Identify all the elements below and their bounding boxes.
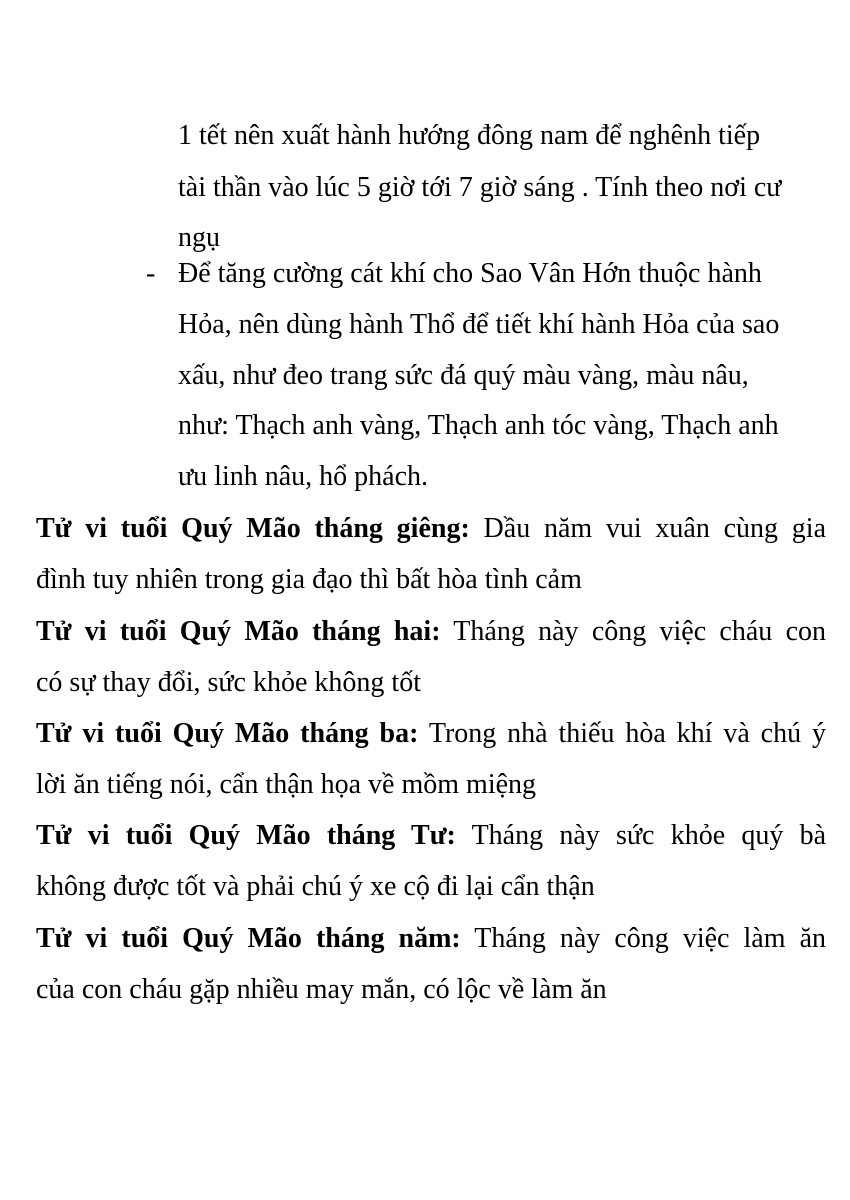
entry-label: Tử vi tuổi Quý Mão tháng hai: — [36, 616, 441, 647]
bullet-line-5: ưu linh nâu, hổ phách. — [178, 461, 429, 492]
entry-label: Tử vi tuổi Quý Mão tháng giêng: — [36, 513, 470, 544]
entry-tu-line-2: không được tốt và phải chú ý xe cộ đi lại cẩn thận — [36, 871, 595, 902]
continuation-line-2: tài thần vào lúc 5 giờ tới 7 giờ sáng . Tính theo nơi cư — [178, 172, 782, 203]
entry-label: Tử vi tuổi Quý Mão tháng Tư: — [36, 820, 456, 851]
bullet-line-4: như: Thạch anh vàng, Thạch anh tóc vàng, Thạch anh — [178, 410, 779, 441]
bullet-line-1: Để tăng cường cát khí cho Sao Vân Hớn thuộc hành — [178, 258, 762, 289]
entry-text: Trong nhà thiếu hòa khí và chú ý — [418, 718, 826, 749]
bullet-line-2: Hỏa, nên dùng hành Thổ để tiết khí hành Hỏa của sao — [178, 309, 780, 340]
entry-nam-line-1 — [36, 923, 826, 955]
entry-giêng-line-1 — [36, 513, 826, 545]
entry-label: Tử vi tuổi Quý Mão tháng ba: — [36, 718, 419, 749]
entry-tu-line-1 — [36, 820, 826, 852]
entry-giêng-line-2: đình tuy nhiên trong gia đạo thì bất hòa tình cảm — [36, 564, 582, 595]
entry-hai-line-1 — [36, 616, 826, 648]
entry-ba-line-1 — [36, 718, 826, 750]
bullet-line-3: xấu, như đeo trang sức đá quý màu vàng, màu nâu, — [178, 360, 749, 391]
entry-text: Dầu năm vui xuân cùng gia — [469, 513, 826, 544]
continuation-line-3: ngụ — [178, 222, 220, 253]
bullet-marker: - — [146, 258, 156, 289]
entry-text: Tháng này sức khỏe quý bà — [455, 820, 826, 851]
entry-text: Tháng này công việc làm ăn — [460, 923, 826, 954]
entry-text: Tháng này công việc cháu con — [440, 616, 826, 647]
continuation-line-1: 1 tết nên xuất hành hướng đông nam để nghênh tiếp — [178, 120, 761, 151]
entry-ba-line-2: lời ăn tiếng nói, cẩn thận họa về mồm miệng — [36, 769, 537, 800]
entry-hai-line-2: có sự thay đổi, sức khỏe không tốt — [36, 667, 421, 698]
entry-nam-line-2: của con cháu gặp nhiều may mắn, có lộc về làm ăn — [36, 974, 607, 1005]
entry-label: Tử vi tuổi Quý Mão tháng năm: — [36, 923, 461, 954]
